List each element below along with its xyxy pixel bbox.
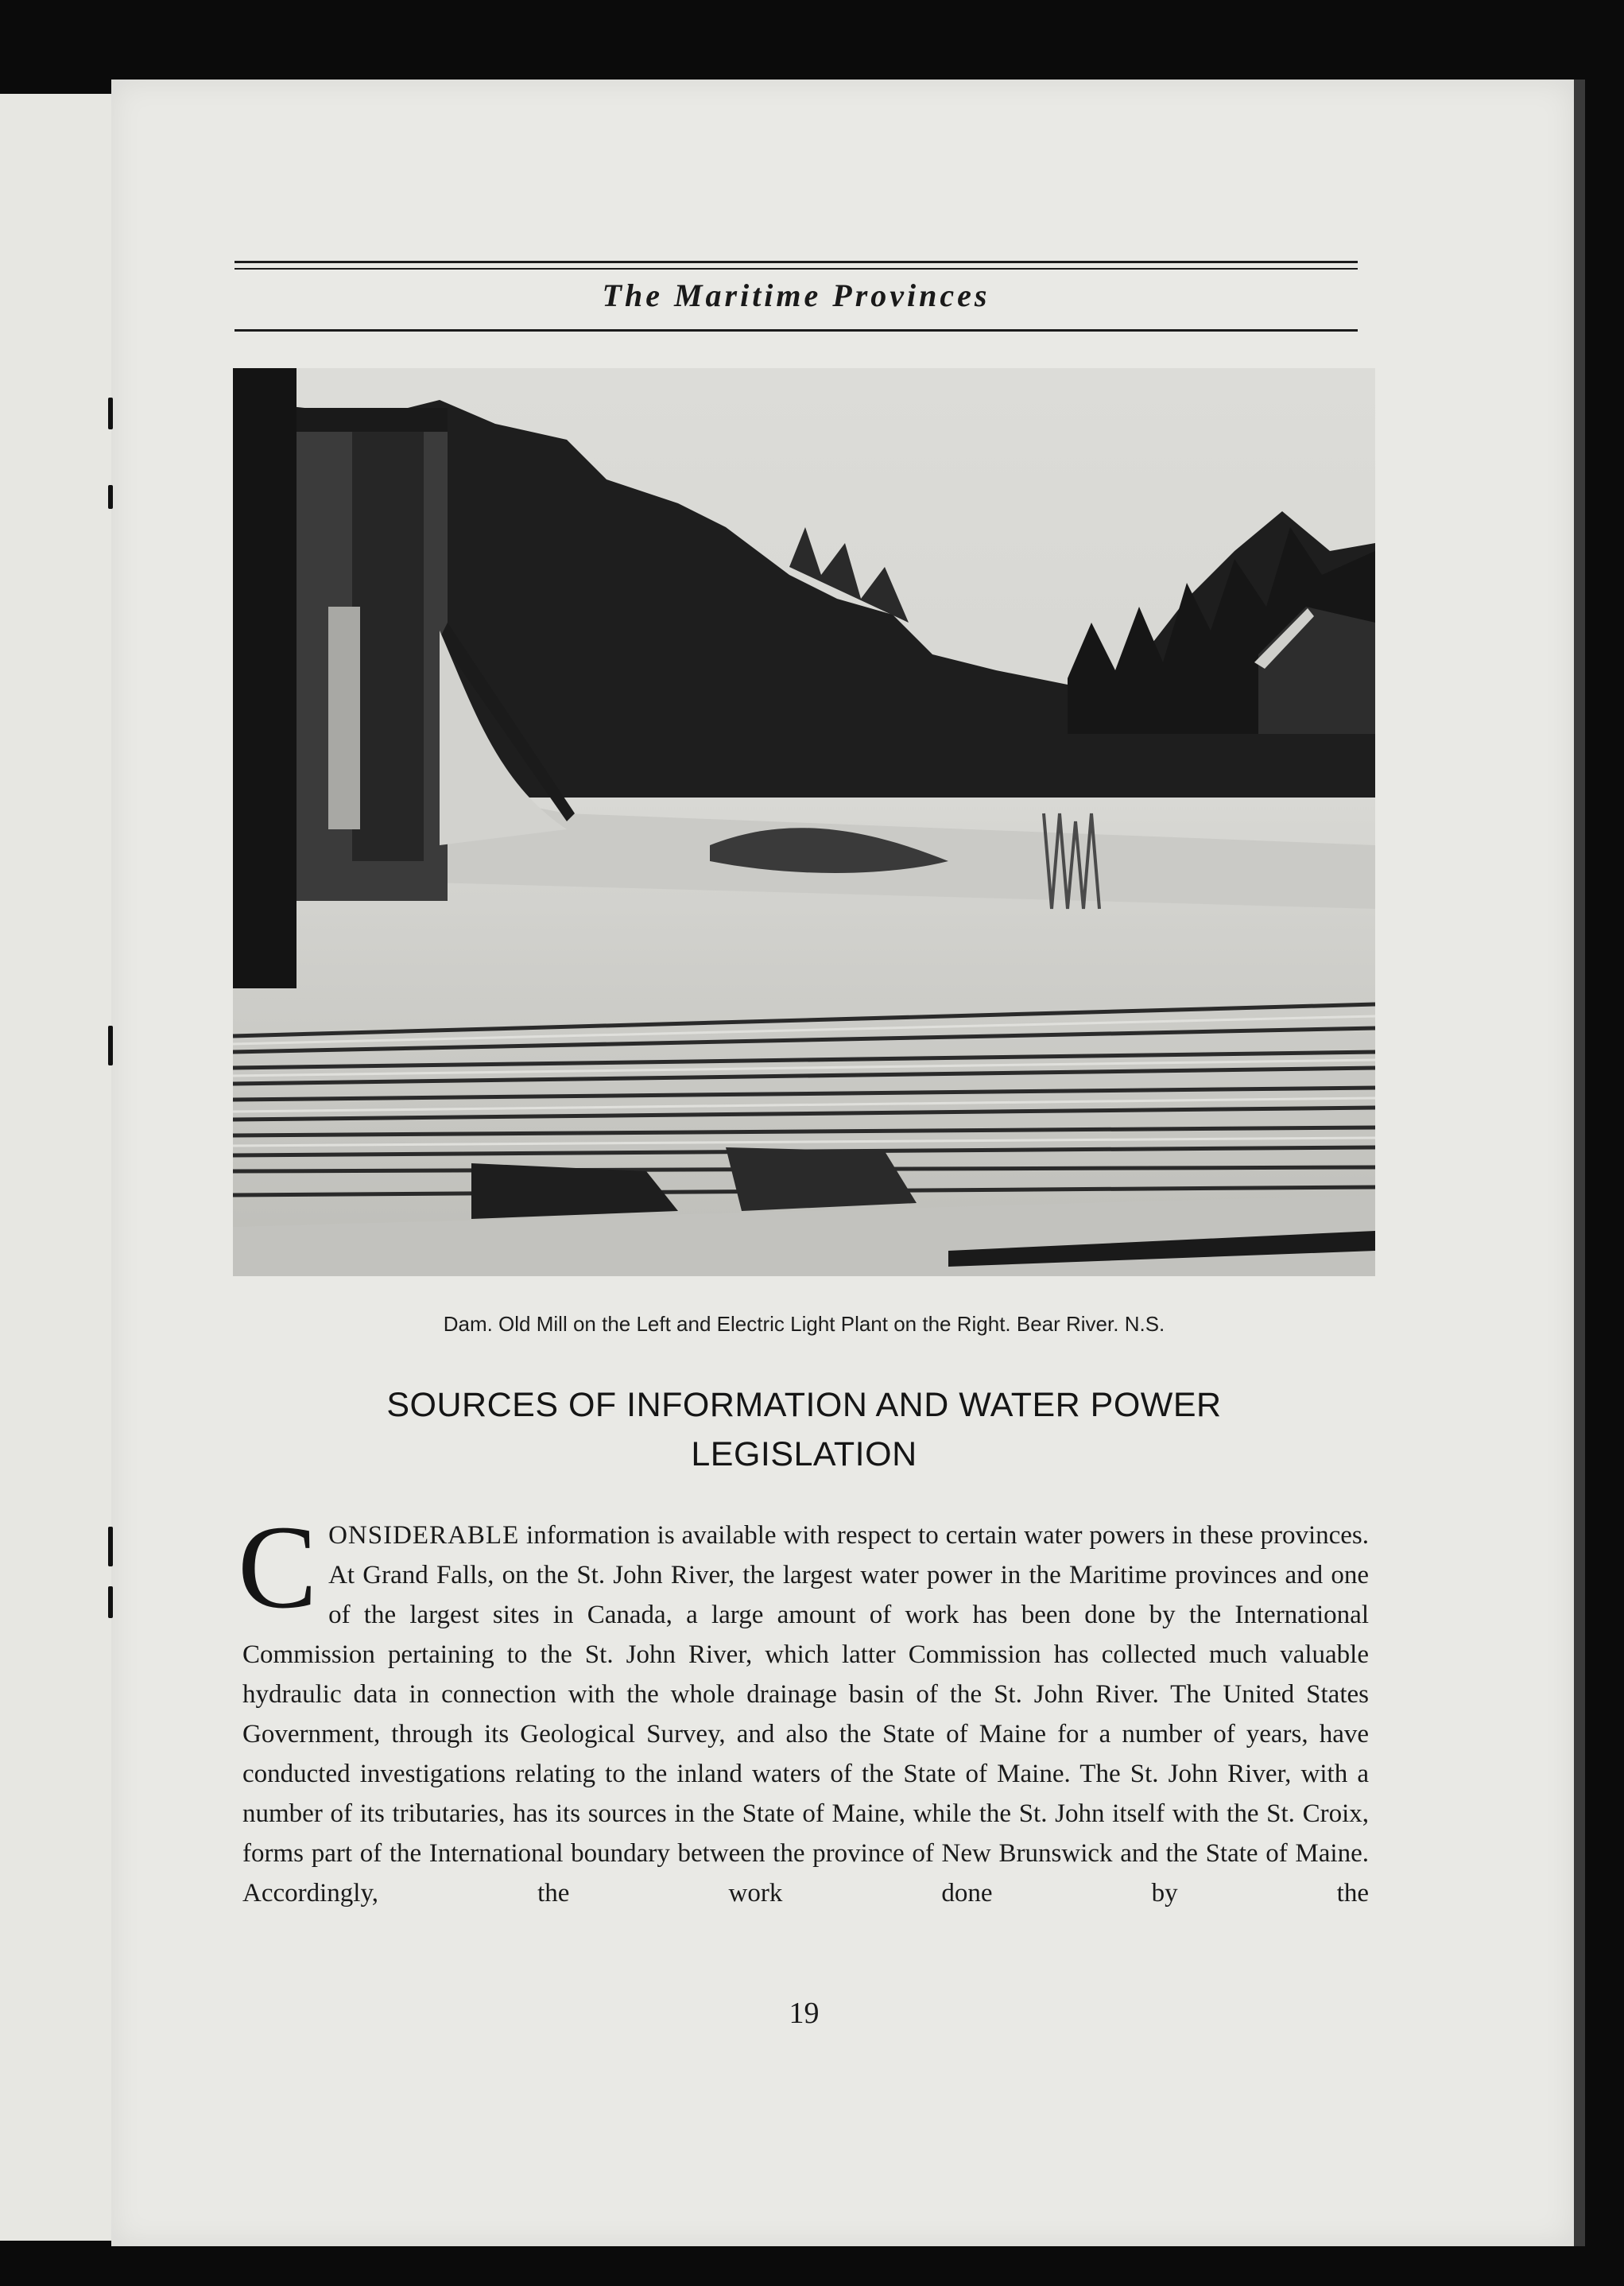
section-title-line-2: LEGISLATION <box>691 1435 917 1473</box>
photo-caption: Dam. Old Mill on the Left and Electric Light Plant on the Right. Bear River. N.S. <box>443 1312 1165 1336</box>
binding-mark <box>108 485 113 509</box>
header-rule-bottom <box>234 329 1358 332</box>
header-rule-top-thin <box>234 268 1358 270</box>
paragraph-text: information is available with respect to certain water powers in these provinces. At Grand Falls, on the St. John River, the largest water power in the Maritime provinces and one of the largest sites in Canada, a large amount of work has been done by the International Commission pertaining to the St. John River, which latter Commission has collected much valuable hydraulic data in connection with the whole drainage basin of the St. John River. The United States Government, through its Geological Survey, and also the State of Maine for a number of years, have conducted investigations relating to the inland waters of the State of Maine. The St. John River, with a number of its tributaries, has its sources in the State of Maine, while the St. John itself with the St. Croix, forms part of the International boundary between the province of New Brunswick and the State of Maine. Accordingly, the work done by the <box>242 1521 1369 1908</box>
section-title <box>233 1380 1375 1479</box>
dam-photograph <box>233 368 1375 1276</box>
running-head: The Maritime Provinces <box>602 278 990 313</box>
lead-word: ONSIDERABLE <box>328 1521 520 1550</box>
section-title-line-1: SOURCES OF INFORMATION AND WATER POWER <box>386 1386 1222 1424</box>
binding-mark <box>108 1527 113 1566</box>
binding-mark <box>108 1586 113 1618</box>
facing-page-edge <box>0 94 114 2241</box>
body-paragraph <box>238 1501 1369 1913</box>
page-number: 19 <box>789 1997 820 2030</box>
drop-cap: C <box>238 1501 318 1633</box>
binding-mark <box>108 398 113 429</box>
binding-mark <box>108 1026 113 1065</box>
header-rule-top <box>234 261 1358 263</box>
